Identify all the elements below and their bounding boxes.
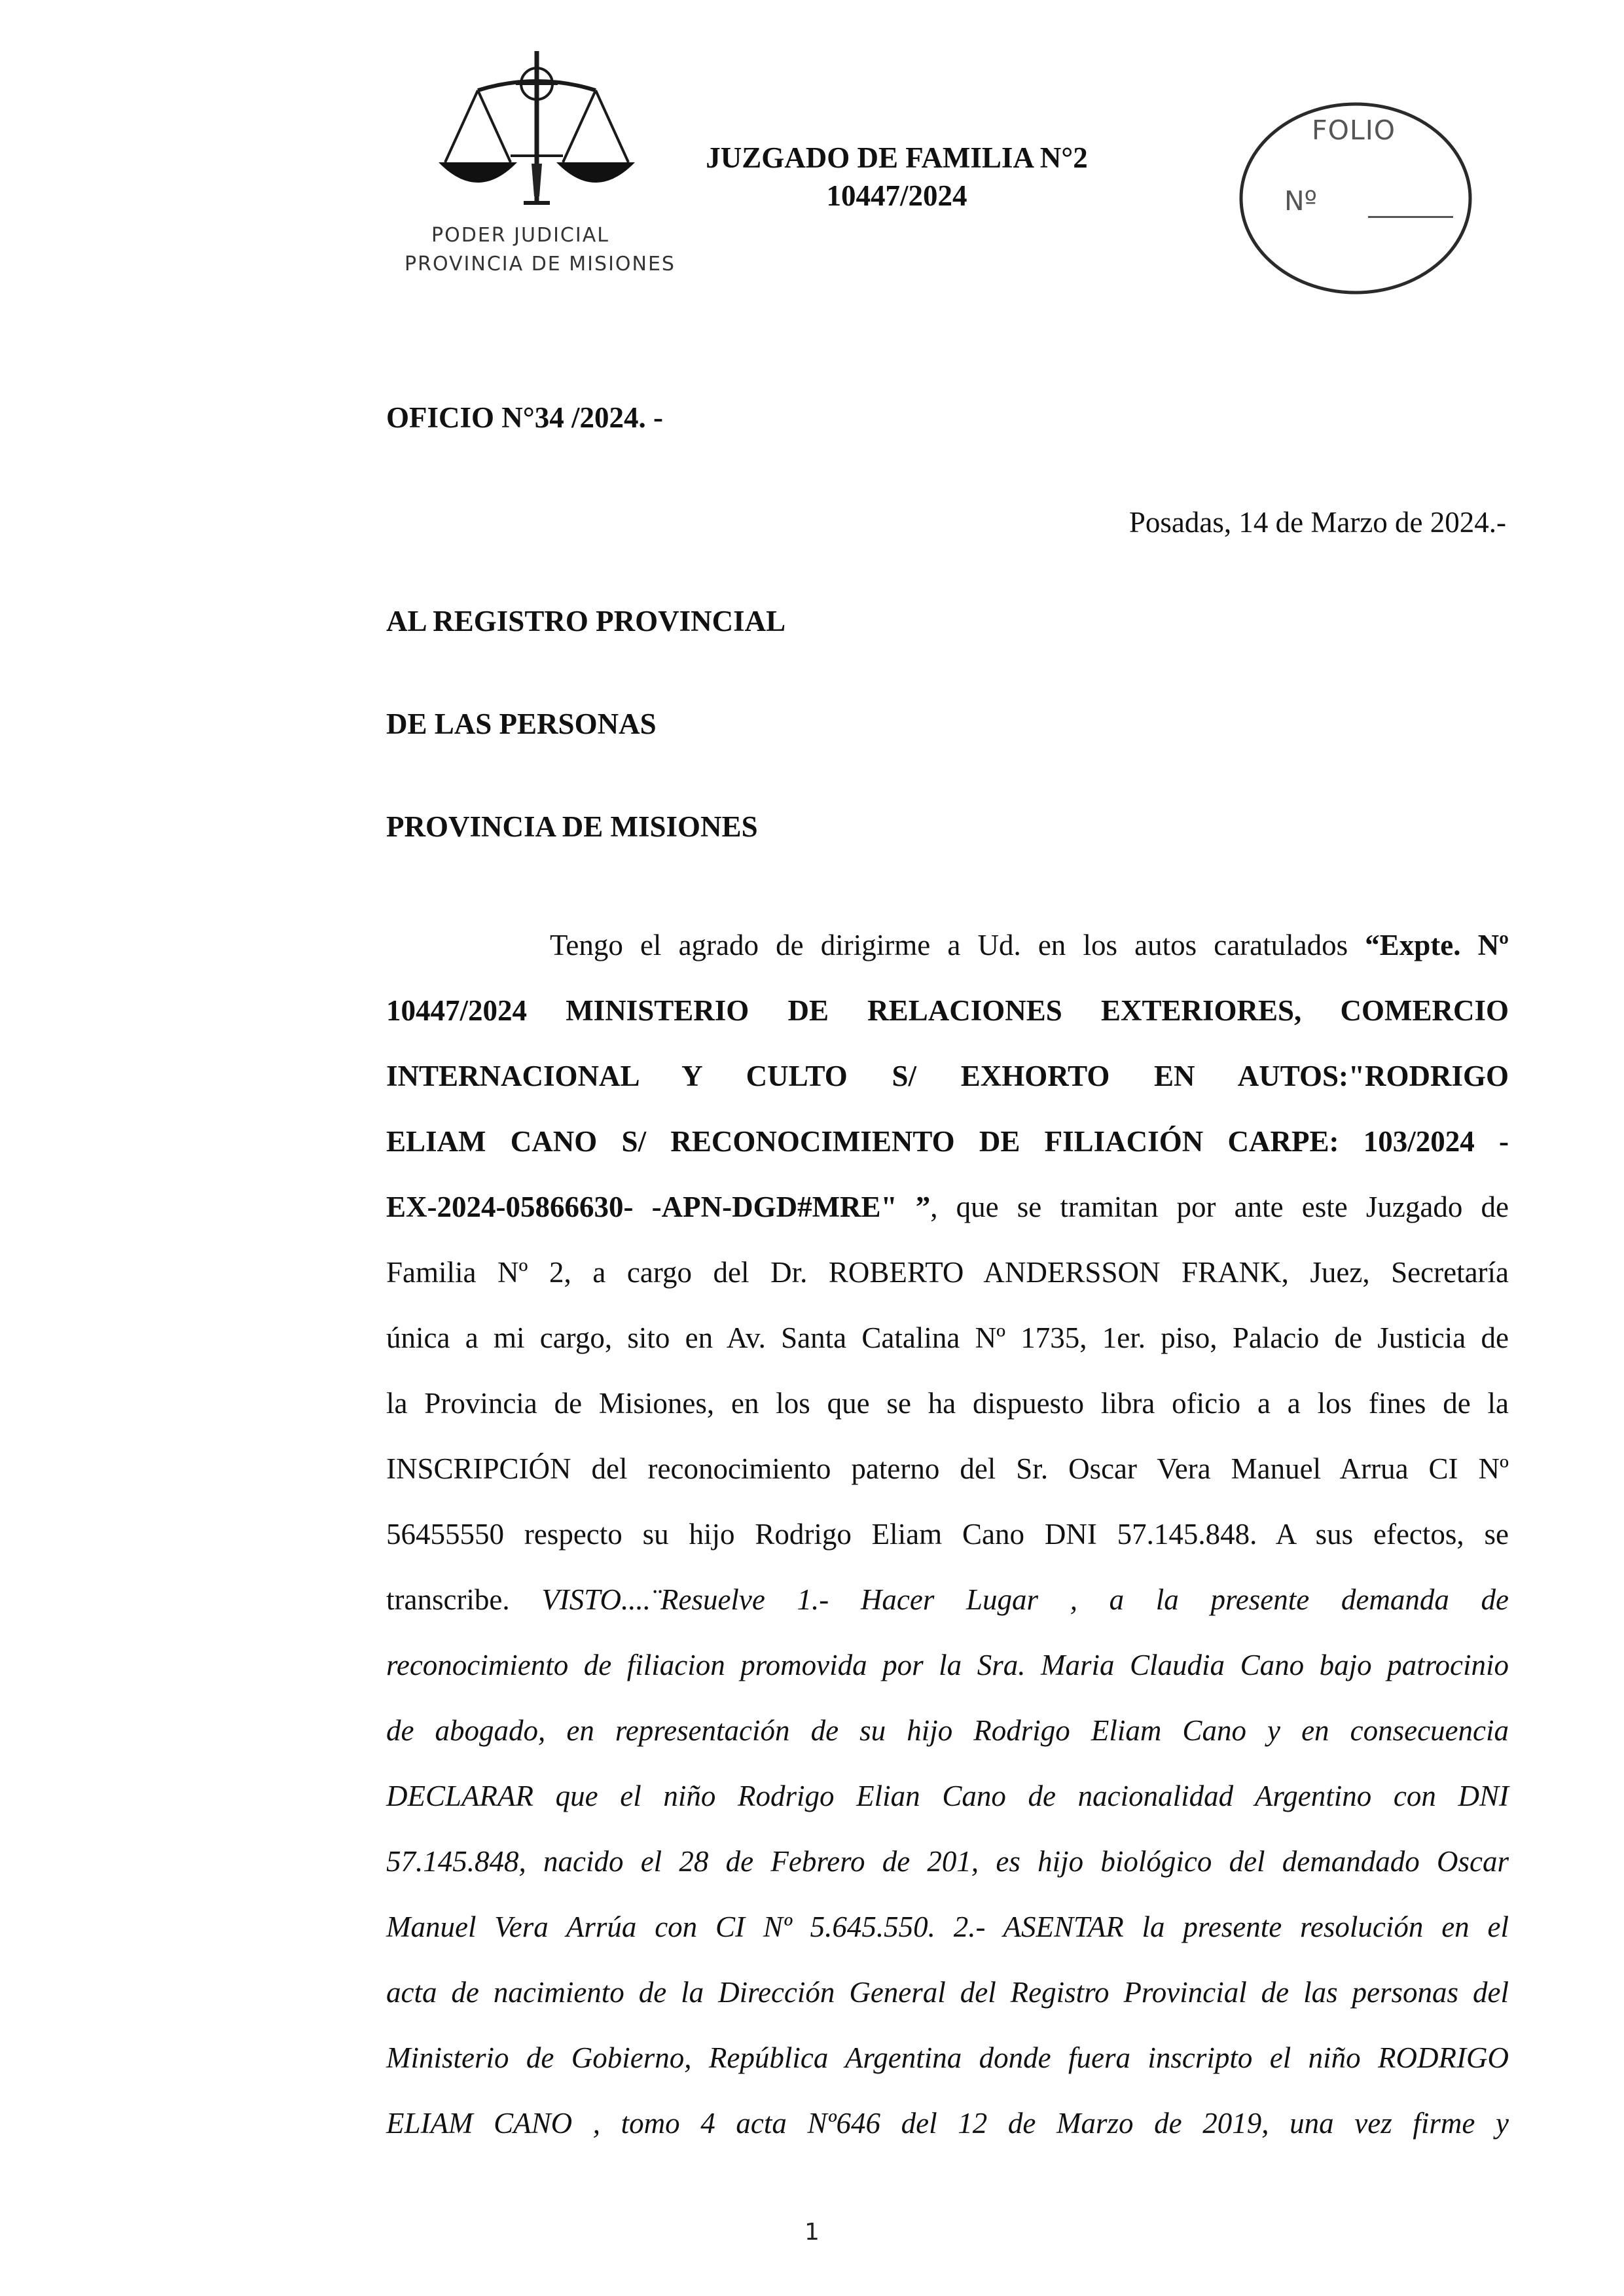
resolution-line: acta de nacimiento de la Dirección General del Registro Provincial de las personas del	[386, 1976, 1509, 2009]
place-date: Posadas, 14 de Marzo de 2024.-	[1128, 506, 1506, 539]
body-line: INSCRIPCIÓN del reconocimiento paterno del Sr. Oscar Vera Manuel Arrua CI Nº	[386, 1452, 1509, 1485]
resolution-quote-start: VISTO....¨Resuelve 1.- Hacer Lugar , a la presente demanda de	[541, 1583, 1509, 1616]
logo-text-poder-judicial: PODER JUDICIAL	[431, 224, 609, 247]
case-number: 10447/2024	[826, 179, 967, 212]
case-reference-end: EX-2024-05866630- -APN-DGD#MRE" ”	[386, 1191, 931, 1223]
folio-label: FOLIO	[1312, 115, 1396, 146]
body-line: ELIAM CANO S/ RECONOCIMIENTO DE FILIACIÓN CARPE: 103/2024 -	[386, 1125, 1509, 1158]
body-text	[386, 912, 1509, 2156]
folio-number-blank	[1368, 216, 1453, 218]
resolution-line: ELIAM CANO , tomo 4 acta Nº646 del 12 de Marzo de 2019, una vez firme y	[386, 2107, 1509, 2140]
body-line	[386, 1174, 1509, 1240]
scales-of-justice-icon	[425, 46, 648, 242]
resolution-line: Ministerio de Gobierno, República Argentina donde fuera inscripto el niño RODRIGO	[386, 2041, 1509, 2074]
addressee-line-3: PROVINCIA DE MISIONES	[386, 810, 758, 843]
court-name: JUZGADO DE FAMILIA N°2	[706, 141, 1088, 174]
body-line: 56455550 respecto su hijo Rodrigo Eliam Cano DNI 57.145.848. A sus efectos, se	[386, 1518, 1509, 1551]
body-line: INTERNACIONAL Y CULTO S/ EXHORTO EN AUTOS:"RODRIGO	[386, 1060, 1509, 1092]
resolution-line: 57.145.848, nacido el 28 de Febrero de 201, es hijo biológico del demandado Oscar	[386, 1845, 1509, 1878]
poder-judicial-logo	[399, 46, 681, 295]
resolution-line: reconocimiento de filiacion promovida por la Sra. Maria Claudia Cano bajo patrocinio	[386, 1649, 1509, 1681]
resolution-line: Manuel Vera Arrúa con CI Nº 5.645.550. 2.- ASENTAR la presente resolución en el	[386, 1910, 1509, 1943]
folio-number-label: Nº	[1284, 185, 1317, 217]
body-line: la Provincia de Misiones, en los que se ha dispuesto libra oficio a a los fines de la	[386, 1387, 1509, 1420]
case-reference-start: “Expte. Nº	[1365, 929, 1509, 961]
body-line-text: transcribe.	[386, 1583, 542, 1616]
page-number: 1	[804, 2219, 820, 2246]
body-line-text: , que se tramitan por ante este Juzgado de	[930, 1191, 1509, 1223]
addressee-line-1: AL REGISTRO PROVINCIAL	[386, 605, 786, 637]
body-line: única a mi cargo, sito en Av. Santa Catalina Nº 1735, 1er. piso, Palacio de Justicia de	[386, 1321, 1509, 1354]
oficio-number: OFICIO N°34 /2024. -	[386, 401, 663, 434]
body-line-text: Tengo el agrado de dirigirme a Ud. en los autos caratulados	[550, 929, 1365, 961]
body-line: 10447/2024 MINISTERIO DE RELACIONES EXTERIORES, COMERCIO	[386, 994, 1509, 1027]
body-line	[386, 912, 1509, 978]
logo-text-provincia: PROVINCIA DE MISIONES	[405, 253, 676, 276]
resolution-line: de abogado, en representación de su hijo Rodrigo Eliam Cano y en consecuencia	[386, 1714, 1509, 1747]
body-line	[386, 1567, 1509, 1632]
addressee-line-2: DE LAS PERSONAS	[386, 708, 657, 740]
body-line: Familia Nº 2, a cargo del Dr. ROBERTO ANDERSSON FRANK, Juez, Secretaría	[386, 1256, 1509, 1289]
court-header	[681, 139, 1113, 215]
resolution-line: DECLARAR que el niño Rodrigo Elian Cano de nacionalidad Argentino con DNI	[386, 1780, 1509, 1812]
folio-stamp	[1238, 101, 1473, 295]
